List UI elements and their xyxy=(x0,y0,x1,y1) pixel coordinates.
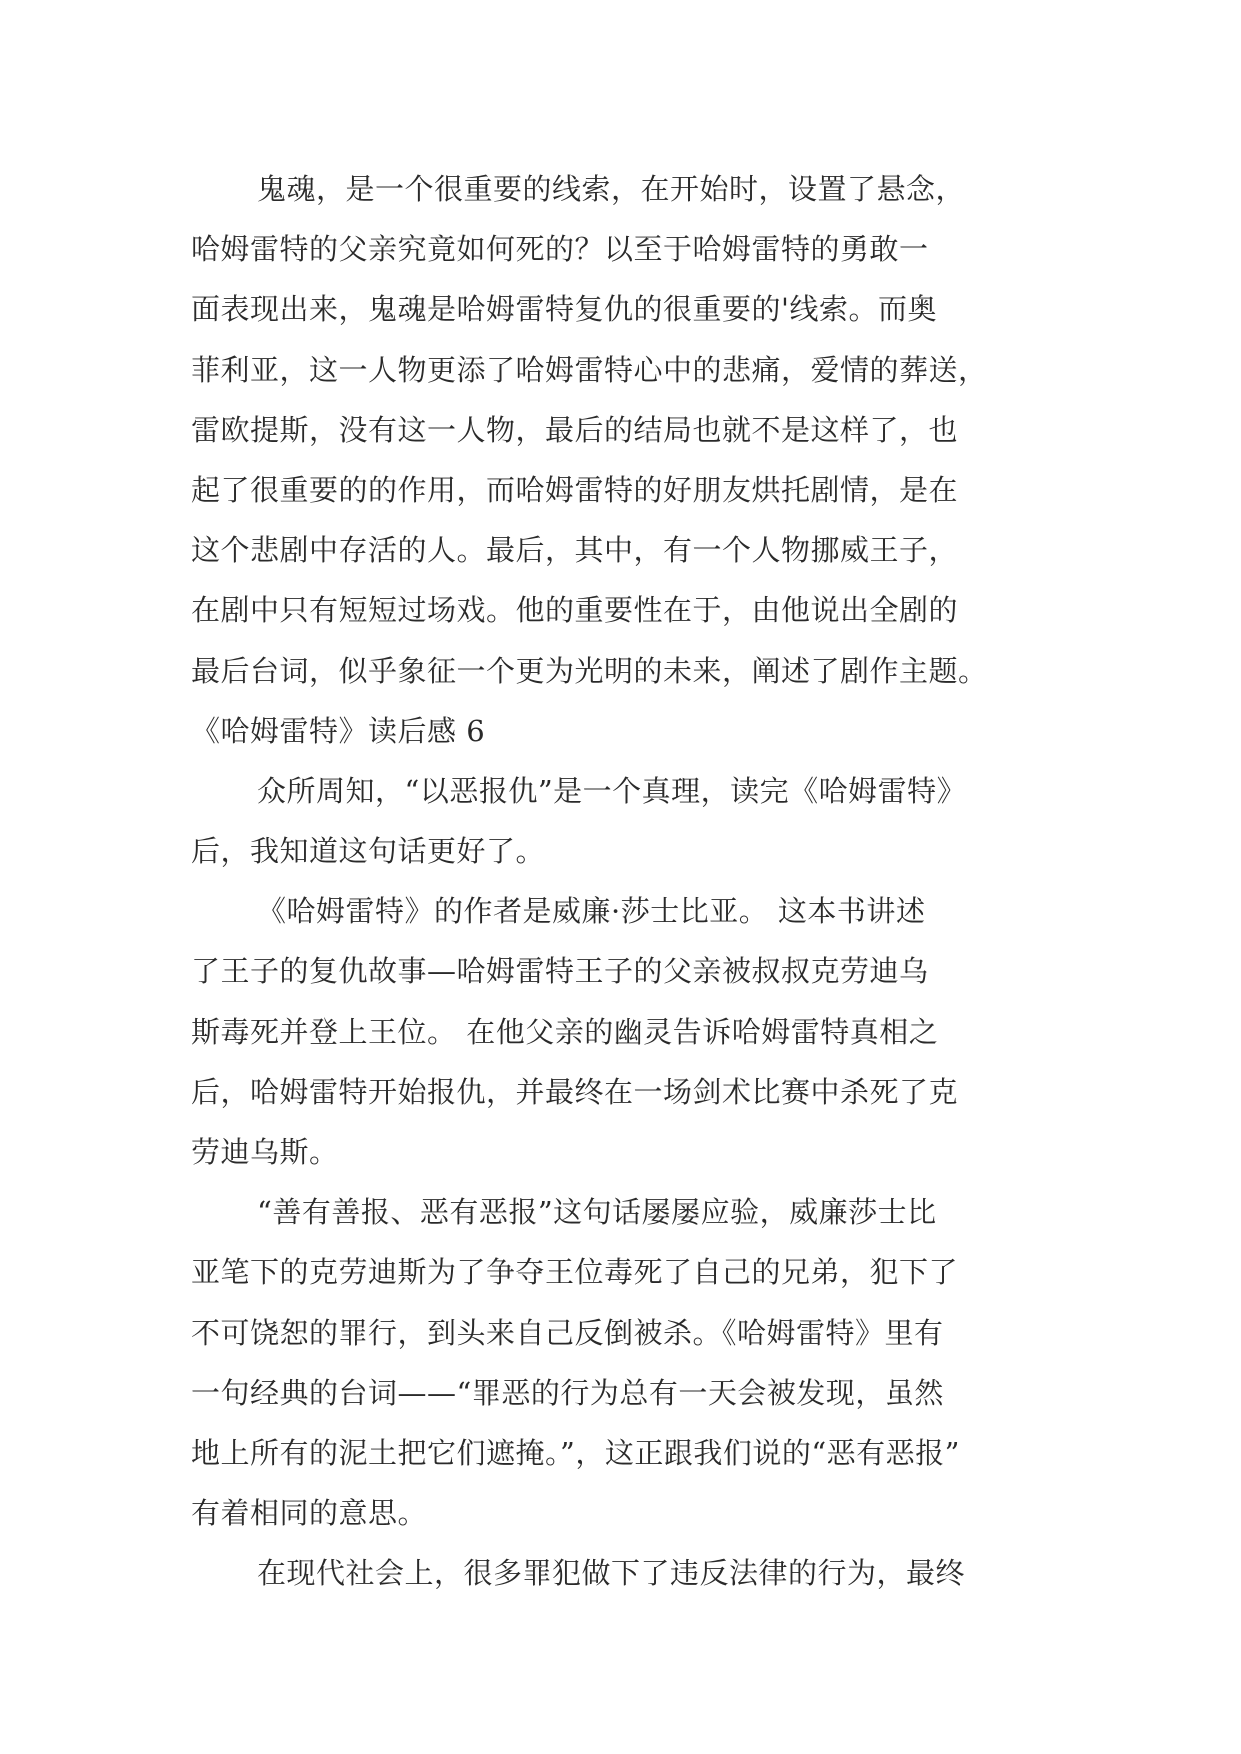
text-line: 亚笔下的克劳迪斯为了争夺王位毒死了自己的兄弟，犯下了 xyxy=(191,1255,959,1290)
text-line: 众所周知，“以恶报仇”是一个真理，读完《哈姆雷特》 xyxy=(257,773,967,808)
text-line: 后，哈姆雷特开始报仇，并最终在一场剑术比赛中杀死了克 xyxy=(191,1074,959,1109)
text-line: 后，我知道这句话更好了。 xyxy=(191,834,546,869)
text-line: 劳迪乌斯。 xyxy=(191,1135,339,1169)
text-line: 了王子的复仇故事—哈姆雷特王子的父亲被叔叔克劳迪乌 xyxy=(191,954,929,989)
text-line: 不可饶恕的罪行，到头来自己反倒被杀。《哈姆雷特》里有 xyxy=(191,1315,944,1350)
text-line: 一句经典的台词——“罪恶的行为总有一天会被发现，虽然 xyxy=(191,1375,944,1410)
text-line: 地上所有的泥土把它们遮掩。”，这正跟我们说的“恶有恶报” xyxy=(191,1435,960,1470)
text-line: 雷欧提斯，没有这一人物，最后的结局也就不是这样了，也 xyxy=(191,412,959,447)
text-line: 面表现出来，鬼魂是哈姆雷特复仇的很重要的'线索。而奥 xyxy=(191,292,937,327)
text-line: 在剧中只有短短过场戏。他的重要性在于，由他说出全剧的 xyxy=(191,593,959,628)
text-line: 斯毒死并登上王位。 在他父亲的幽灵告诉哈姆雷特真相之 xyxy=(191,1014,939,1049)
text-line: 在现代社会上，很多罪犯做下了违反法律的行为，最终 xyxy=(257,1556,966,1591)
text-line: “善有善报、恶有恶报”这句话屡屡应验，威廉莎士比 xyxy=(257,1195,937,1230)
text-line: 哈姆雷特的父亲究竟如何死的？以至于哈姆雷特的勇敢一 xyxy=(191,232,929,267)
text-line: 有着相同的意思。 xyxy=(191,1496,428,1531)
document-body xyxy=(191,159,1071,1604)
text-line: 最后台词，似乎象征一个更为光明的未来，阐述了剧作主题。 xyxy=(191,653,988,688)
text-line: 起了很重要的的作用，而哈姆雷特的好朋友烘托剧情，是在 xyxy=(191,472,959,507)
text-line: 《哈姆雷特》的作者是威廉·莎士比亚。 这本书讲述 xyxy=(257,894,926,929)
text-line: 菲利亚，这一人物更添了哈姆雷特心中的悲痛，爱情的葬送， xyxy=(191,352,988,387)
text-line: 这个悲剧中存活的人。最后，其中，有一个人物挪威王子， xyxy=(191,533,959,568)
text-line: 鬼魂，是一个很重要的线索，在开始时，设置了悬念， xyxy=(257,172,966,206)
section-heading: 《哈姆雷特》读后感 6 xyxy=(191,713,486,748)
